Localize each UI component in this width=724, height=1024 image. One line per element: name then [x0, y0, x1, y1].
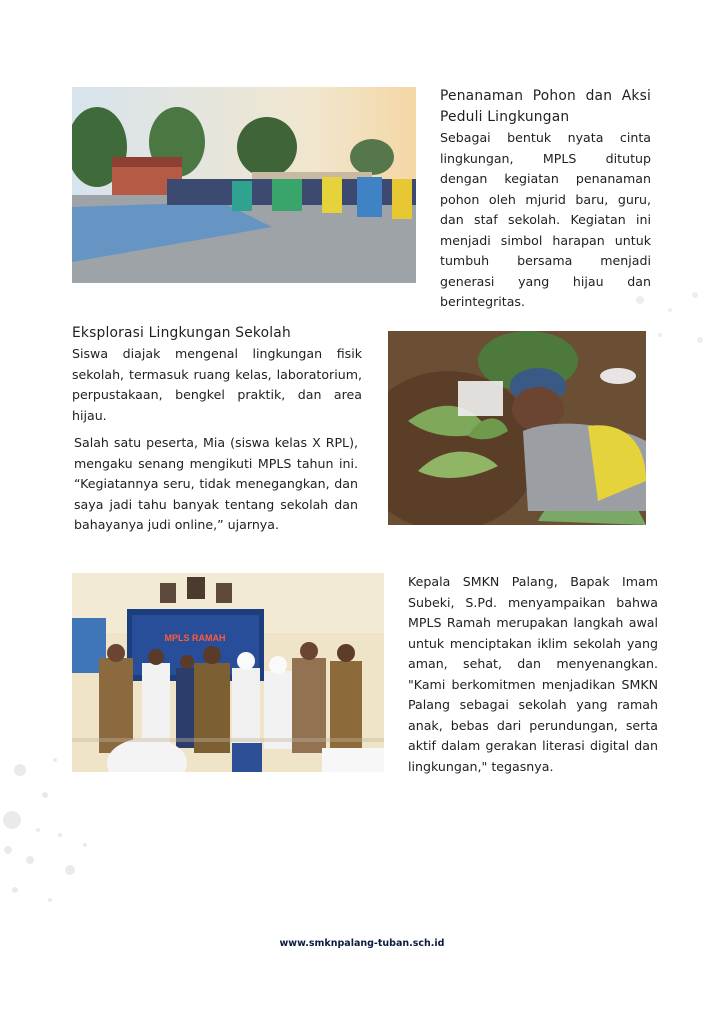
- photo-tree-planting-assembly: [72, 87, 416, 283]
- footer-website[interactable]: www.smknpalang-tuban.sch.id: [279, 938, 445, 949]
- photo-group-ceremony: [72, 573, 384, 772]
- section3-quote: Salah satu peserta, Mia (siswa kelas X RPL), mengaku senang mengikuti MPLS tahun ini. “Kegiatannya seru, tidak menegangkan, dan saya jadi tahu banyak tentang sekolah dan bahayanya judi online,” ujarnya.: [74, 435, 358, 532]
- section4-body: Kepala SMKN Palang, Bapak Imam Subeki, S.Pd. menyampaikan bahwa MPLS Ramah merupakan langkah awal untuk menciptakan iklim sekolah yang aman, sehat, dan menyenangkan. "Kami berkomitmen menjadikan SMKN Palang sebagai sekolah yang ramah anak, bebas dari perundungan, serta aktif dalam gerakan literasi digital dan lingkungan," tegasnya.: [408, 574, 658, 774]
- photo-student-planting: [388, 331, 646, 525]
- section1-title: Penanaman Pohon dan Aksi Peduli Lingkungan: [440, 88, 651, 125]
- section2-title: Eksplorasi Lingkungan Sekolah: [72, 325, 291, 341]
- banner-text: MPLS RAMAH: [164, 633, 226, 643]
- section1-body: Sebagai bentuk nyata cinta lingkungan, MPLS ditutup dengan kegiatan penanaman pohon oleh mjurid baru, guru, dan staf sekolah. Kegiatan ini menjadi simbol harapan untuk tumbuh bersama menjadi generasi yang hijau dan berintegritas.: [440, 130, 651, 309]
- section2-body: Siswa diajak mengenal lingkungan fisik sekolah, termasuk ruang kelas, laboratorium, perpustakaan, bengkel praktik, dan area hijau.: [72, 346, 362, 423]
